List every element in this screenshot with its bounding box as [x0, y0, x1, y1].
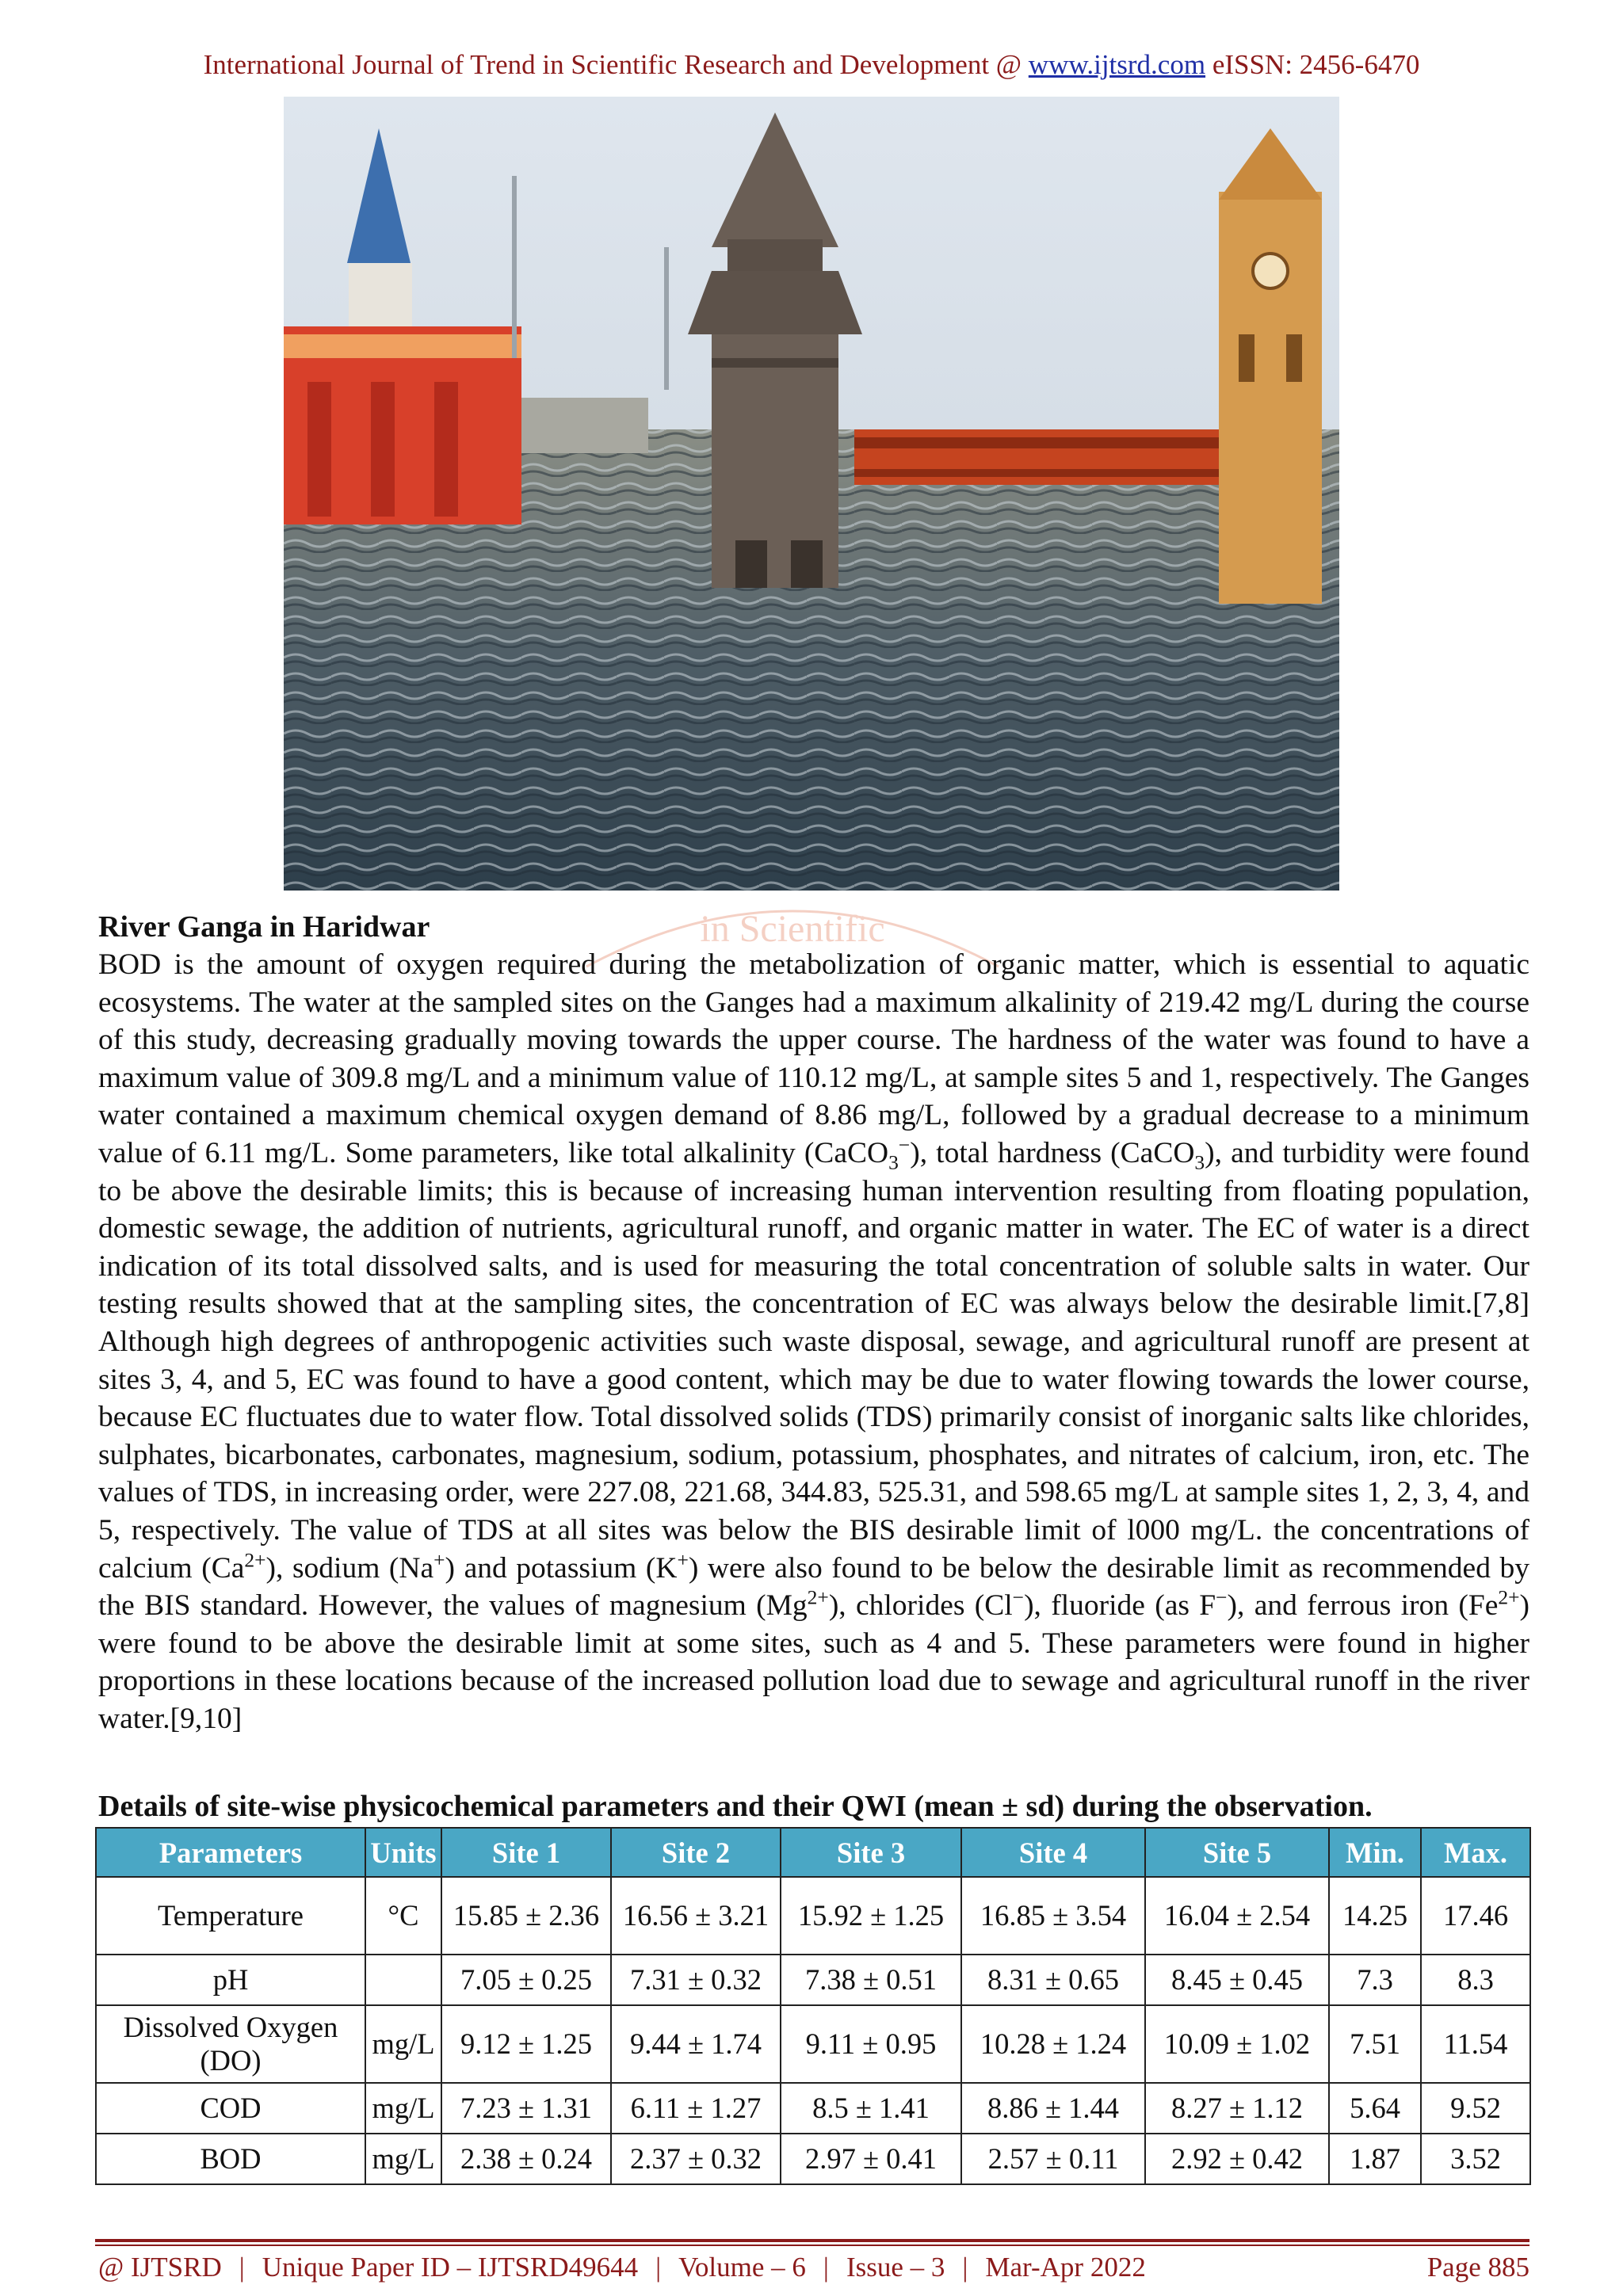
table-cell: 9.44 ± 1.74 — [611, 2005, 781, 2083]
table-cell: 16.85 ± 3.54 — [961, 1877, 1145, 1955]
watermark-text: in Scientific — [700, 908, 885, 950]
table-cell: 15.85 ± 2.36 — [441, 1877, 611, 1955]
journal-website-link[interactable]: www.ijtsrd.com — [1028, 49, 1206, 80]
table-cell: 8.31 ± 0.65 — [961, 1955, 1145, 2005]
table-cell: 10.28 ± 1.24 — [961, 2005, 1145, 2083]
table-cell: 15.92 ± 1.25 — [781, 1877, 961, 1955]
header-cell: Min. — [1329, 1828, 1421, 1877]
table-cell: 7.23 ± 1.31 — [441, 2083, 611, 2134]
table-cell: 9.11 ± 0.95 — [781, 2005, 961, 2083]
table-cell: 2.97 ± 0.41 — [781, 2134, 961, 2184]
header-issn: eISSN: 2456-6470 — [1205, 49, 1420, 80]
table-cell: COD — [96, 2083, 365, 2134]
table-cell: 1.87 — [1329, 2134, 1421, 2184]
footer-volume: Volume – 6 — [678, 2252, 806, 2283]
footer-rule — [95, 2239, 1529, 2242]
parameters-table — [95, 1827, 1531, 2185]
header-cell: Site 4 — [961, 1828, 1145, 1877]
page-footer — [98, 2252, 1529, 2283]
table-cell: 8.27 ± 1.12 — [1145, 2083, 1329, 2134]
header-cell: Site 1 — [441, 1828, 611, 1877]
table-cell: 7.05 ± 0.25 — [441, 1955, 611, 2005]
footer-journal: @ IJTSRD — [98, 2252, 222, 2283]
table-row — [96, 1955, 1530, 2005]
footer-separator: | — [823, 2252, 829, 2283]
table-cell: 2.37 ± 0.32 — [611, 2134, 781, 2184]
footer-rule — [95, 2245, 1529, 2246]
table-cell: mg/L — [365, 2134, 441, 2184]
table-cell: 16.04 ± 2.54 — [1145, 1877, 1329, 1955]
table-cell: 8.45 ± 0.45 — [1145, 1955, 1329, 2005]
table-cell: mg/L — [365, 2083, 441, 2134]
table-cell: 2.57 ± 0.11 — [961, 2134, 1145, 2184]
footer-separator: | — [239, 2252, 245, 2283]
table-cell: 5.64 — [1329, 2083, 1421, 2134]
river-ganga-photo — [284, 97, 1339, 891]
table-cell: 6.11 ± 1.27 — [611, 2083, 781, 2134]
page-number: Page 885 — [1426, 2252, 1529, 2283]
header-prefix: International Journal of Trend in Scientific Research and Development @ — [203, 49, 1029, 80]
table-row — [96, 2083, 1530, 2134]
table-cell: 14.25 — [1329, 1877, 1421, 1955]
footer-issue: Issue – 3 — [846, 2252, 945, 2283]
table-cell: Dissolved Oxygen (DO) — [96, 2005, 365, 2083]
table-cell: mg/L — [365, 2005, 441, 2083]
table-cell: 2.92 ± 0.42 — [1145, 2134, 1329, 2184]
table-cell: 9.12 ± 1.25 — [441, 2005, 611, 2083]
table-title: Details of site-wise physicochemical parameters and their QWI (mean ± sd) during the observation. — [98, 1790, 1373, 1823]
table-row — [96, 2134, 1530, 2184]
header-cell: Units — [365, 1828, 441, 1877]
table-row — [96, 1877, 1530, 1955]
table-cell: 7.38 ± 0.51 — [781, 1955, 961, 2005]
table-cell: 8.5 ± 1.41 — [781, 2083, 961, 2134]
table-cell: 2.38 ± 0.24 — [441, 2134, 611, 2184]
figure-caption: River Ganga in Haridwar — [98, 910, 430, 944]
header-cell: Max. — [1421, 1828, 1530, 1877]
table-cell: BOD — [96, 2134, 365, 2184]
footer-meta — [98, 2252, 1146, 2283]
footer-separator: | — [962, 2252, 968, 2283]
table-cell: 10.09 ± 1.02 — [1145, 2005, 1329, 2083]
table-cell: 11.54 — [1421, 2005, 1530, 2083]
table-cell: 7.3 — [1329, 1955, 1421, 2005]
table-row — [96, 2005, 1530, 2083]
table-cell — [365, 1955, 441, 2005]
table-cell: 7.51 — [1329, 2005, 1421, 2083]
table-cell: pH — [96, 1955, 365, 2005]
table-cell: 17.46 — [1421, 1877, 1530, 1955]
body-paragraph: BOD is the amount of oxygen required during the metabolization of organic matter, which is essential to aquatic ecosystems. The water at the sampled sites on the Ganges had a maximum alkalinity of 219.42 mg/L during the course of this study, decreasing gradually moving towards the upper course. The hardness of the water was found to have a maximum value of 309.8 mg/L and a minimum value of 110.12 mg/L, at sample sites 5 and 1, respectively. The Ganges water contained a maximum chemical oxygen demand of 8.86 mg/L, followed by a gradual decrease to a minimum value of 6.11 mg/L. Some parameters, like total alkalinity (CaCO$_3$−), total hardness (CaCO$_3$), and turbidity were found to be above the desirable limits; this is because of increasing human intervention resulting from floating population, domestic sewage, the addition of nutrients, agricultural runoff, and organic matter in water. The EC of water is a direct indication of its total dissolved salts, and is used for measuring the total concentration of soluble salts in water. Our testing results showed that at the sampling sites, the concentration of EC was always below the desirable limit.[7,8] Although high degrees of anthropogenic activities such waste disposal, sewage, and agricultural runoff are present at sites 3, 4, and 5, EC was found to have a good content, which may be due to water flowing towards the lower course, because EC fluctuates due to water flow. Total dissolved solids (TDS) primarily consist of inorganic salts like chlorides, sulphates, bicarbonates, carbonates, magnesium, sodium, potassium, phosphates, and nitrates of calcium, iron, etc. The values of TDS, in increasing order, were 227.08, 221.68, 344.83, 525.31, and 598.65 mg/L at sample sites 1, 2, 3, 4, and 5, respectively. The value of TDS at all sites was below the BIS desirable limit of l000 mg/L. the concentrations of calcium $(Ca^{2+})$, sodium (Na+) and potassium (K+) were also found to be below the desirable limit as recommended by the BIS standard. However, the values of magnesium $(Mg^{2+})$, chlorides (Cl−), fluoride (as F−), and ferrous iron $(Fe^{2+})$ were found to be above the desirable limit at some sites, such as 4 and 5. These parameters were found in higher proportions in these locations because of the increased pollution load due to sewage and agricultural runoff in the river water.[9,10] — [98, 948, 1530, 1735]
journal-header — [0, 49, 1623, 81]
footer-separator: | — [655, 2252, 662, 2283]
footer-date: Mar-Apr 2022 — [985, 2252, 1146, 2283]
table-cell: 7.31 ± 0.32 — [611, 1955, 781, 2005]
table-cell: 9.52 — [1421, 2083, 1530, 2134]
header-cell: Parameters — [96, 1828, 365, 1877]
header-cell: Site 3 — [781, 1828, 961, 1877]
footer-paper-id: Unique Paper ID – IJTSRD49644 — [262, 2252, 639, 2283]
header-cell: Site 2 — [611, 1828, 781, 1877]
table-cell: 8.3 — [1421, 1955, 1530, 2005]
table-header-row — [96, 1828, 1530, 1877]
table-cell: 3.52 — [1421, 2134, 1530, 2184]
header-cell: Site 5 — [1145, 1828, 1329, 1877]
table-cell: °C — [365, 1877, 441, 1955]
table-cell: 16.56 ± 3.21 — [611, 1877, 781, 1955]
table-cell: Temperature — [96, 1877, 365, 1955]
table-cell: 8.86 ± 1.44 — [961, 2083, 1145, 2134]
